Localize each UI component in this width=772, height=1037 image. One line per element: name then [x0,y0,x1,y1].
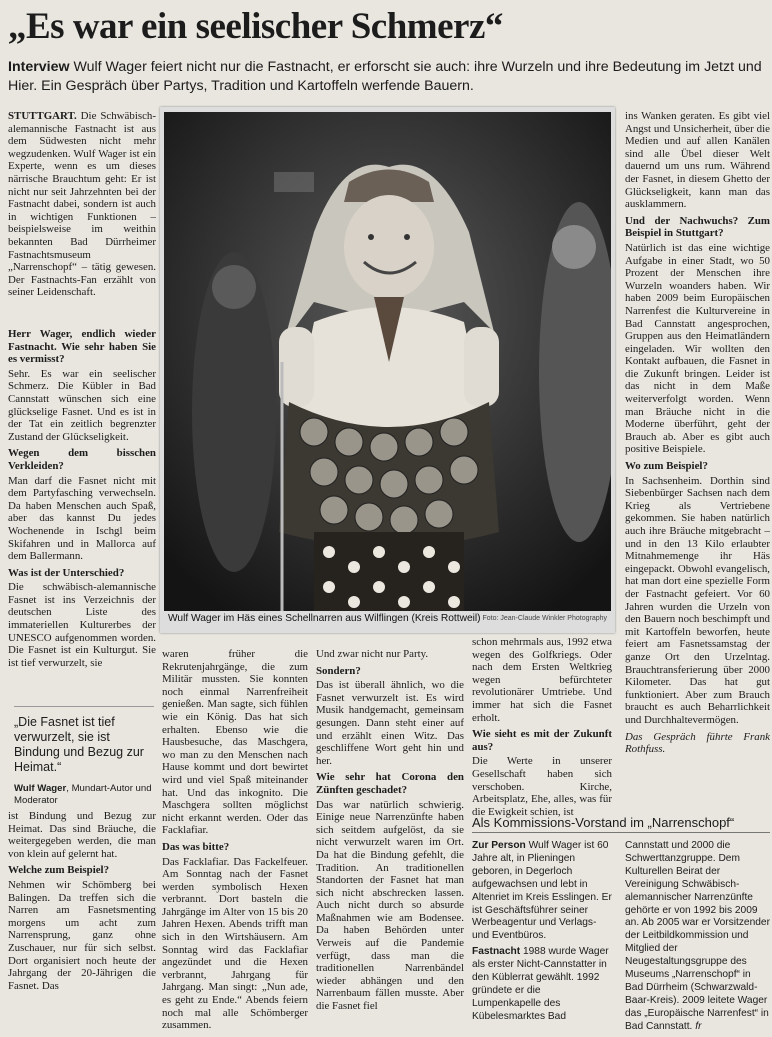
photo-caption: Wulf Wager im Häs eines Schellnarren aus Wilflingen (Kreis Rottweil) [168,613,481,624]
info-box-title: Als Kommissions-Vorstand im „Narrenschopf“ [472,815,770,833]
answer: Man darf die Fasnet nicht mit dem Partyfasching verwechseln. Da haben Menschen auch Spaß, aber das kannst Du jedes Wochenende in Ischgl beim Skifahren und in Mallorca auf dem Ballermann. [8,474,156,563]
pull-quote-role: , Mundart-Autor und Moderator [14,783,152,806]
pull-quote-text: „Die Fasnet ist tief verwurzelt, sie ist Bindung und Bezug zur Heimat.“ [14,715,144,774]
answer: Das ist überall ähnlich, wo die Fasnet verwurzelt ist. Es wird Musik handgemacht, gemeinsam gesungen. Dann steht einer auf und erzählt einen Witz. Das geschliffene Wort geht hin und her. [316,679,464,767]
answer: Die Werte in unserer Gesellschaft haben sich verschoben. Kirche, Arbeitsplatz, Ehe, alles, was für die Ewigkeit schien, ist [472,755,612,818]
intro [8,58,766,96]
info-box-text: Wulf Wager ist 60 Jahre alt, in Plieningen geboren, in Degerloch aufgewachsen und lebt in Altenriet im Kreis Esslingen. Er ist Geschäftsführer seiner Werbeagentur und Verlags- und Eventbüros. [472,840,612,942]
headline: „Es war ein seelischer Schmerz“ [8,6,503,47]
photo-fasnet-costume [164,112,611,611]
info-box-left [472,840,612,1027]
answer: ist Bindung und Bezug zur Heimat. Das sind Bräuche, die weitergegeben werden, die man von klein auf gelernt hat. [8,810,156,860]
question: Was ist der Unterschied? [8,566,125,579]
intro-label: Interview [8,59,70,75]
article-column-1-continued [8,810,156,994]
answer: Nehmen wir Schömberg bei Balingen. Da treffen sich die Narren am Fasnetsmenting morgens um acht zum Narrensprung, ganz ohne Zuschauer, nur für sich selbst. Dort organisiert noch heute der Jahrgang der 20-Jährigen die Fasnet. Das [8,878,156,992]
answer: Und zwar nicht nur Party. [316,648,429,660]
article-column-2 [162,648,308,1034]
photo-credit: Foto: Jean-Claude Winkler Photography [482,615,607,622]
question: Wie sehr hat Corona den Zünften geschadet? [316,771,464,796]
answer: In Sachsenheim. Dorthin sind Siebenbürger Sachsen nach dem Krieg als Vertriebene gekommen. Sie haben natürlich auch ihre Bräuche mitgebracht – und in den 13 Kilo erlaubter Mitnahmemenge ihr Häs eingepackt. Obwohl evangelisch, hat man dort eine spezielle Form der Fastnacht gefeiert. Vor 60 Jahren wurden die Urzeln von den Bauern noch beschimpft und mit Kartoffeln beworfen, heute feiert am Fasnetssamstag der ganze Ort den Urzelntag. Brauchtransferierung über 2000 Kilometer. Das hat gut funktioniert. Aber zum Brauch braucht es auch Beharrlichkeit und Durchhaltevermögen. [625,474,770,726]
info-box-signature: fr [692,1020,702,1032]
question: Wie sieht es mit der Zukunft aus? [472,728,612,753]
info-box-label: Fastnacht [472,946,521,958]
question: Sondern? [316,664,361,677]
intro-text: Wulf Wager feiert nicht nur die Fastnacht, er erforscht sie auch: ihre Wurzeln und ihre Bedeutung im Jetzt und Hier. Ein Gespräch über Partys, Tradition und Kartoffeln werfende Bauern. [8,59,762,94]
info-box-label: Zur Person [472,840,526,851]
answer: Sehr. Es war ein seelischer Schmerz. Die Kübler in Bad Cannstatt wünschen sich eine glückselige Fasnet. Und es ist in der Tat ein zeitlich begrenzter Zustand der Glückseligkeit. [8,367,156,443]
article-column-4-bottom [472,636,612,820]
question: Wo zum Beispiel? [625,460,708,473]
question: Welche zum Beispiel? [8,864,110,877]
interview-credit: Das Gespräch führte Frank Rothfuss. [625,730,770,756]
info-box-text: Cannstatt und 2000 die Schwerttanzgruppe. Dem Kulturellen Beirat der Vereinigung Schwäbisch-alemannischer Narrenzünfte gehörte er von 1992 bis 2009 an. Ab 2005 war er Vorsitzender der Leitbildkommission und Mitglied der Neugestaltungsgruppe des Museums „Narrenschopf“ in Bad Dürrheim (Schwarzwald-Baar-Kreis). 2009 leitete Wager das „Europäische Narrenfest“ in Bad Cannstatt. [625,840,770,1032]
info-box-right [625,840,770,1037]
article-column-1 [8,110,156,301]
pull-quote [14,706,154,807]
pull-quote-name: Wulf Wager [14,783,67,794]
answer: Das war natürlich schwierig. Einige neue Narrenzünfte haben sich seitdem aufgelöst, da sie nicht verwurzelt waren im Ort. Da hat die Bindung gefehlt, die Tradition. An traditionellen Standorten der Fasnet hat man sich nicht abschrecken lassen. Auch nicht durch so absurde Maßnahmen wie am Bodensee. Da haben Behörden unter Verweis auf die Pandemie verfügt, dass man die traditionellen Narrenbändel wieder abhängen und den Narrenbaum fällen musste. Aber die Fasnet fiel [316,798,464,1013]
answer: Natürlich ist das eine wichtige Aufgabe in einer Stadt, wo 50 Prozent der Menschen ihre Wurzeln woanders haben. Wir haben 2009 beim Europäischen Narrenfest die Kulturvereine in Bad Cannstatt angesprochen, Gruppen aus den Heimatländern eingeladen. Wir wollten den Kontakt aufbauen, die Fasnet in die Zukunft bringen. Leider ist das nicht in dem Maße weiterverfolgt worden. Wenn man Bräuche nicht in die Moderne überführt, geht der Brauch ab. Aber es gibt auch positive Beispiele. [625,241,770,456]
question: Herr Wager, endlich wieder Fastnacht. Wie sehr haben Sie es vermisst? [8,328,156,366]
question: Wegen dem bisschen Verkleiden? [8,447,156,472]
answer: schon mehrmals aus, 1992 etwa wegen des Golfkriegs. Oder nach dem Ersten Weltkrieg wegen befürchteter revolutionärer Umtriebe. Und immer hat sich die Fasnet erholt. [472,636,612,724]
info-box-text: 1988 wurde Wager als erster Nicht-Cannstatter in den Küblerrat gewählt. 1992 gründete er die Lumpenkapelle des Kübelesmarktes Bad [472,946,609,1022]
answer: Die schwäbisch-alemannische Fasnet ist ins Verzeichnis der deutschen Liste des immateriellen Kulturerbes der UNESCO aufgenommen worden. Die Fasnet ist ein Kulturgut. Sie ist tief verwurzelt, sie [8,581,156,669]
article-column-5 [625,110,770,758]
question: Das was bitte? [162,840,230,853]
answer: Das Facklafiar. Das Fackelfeuer. Am Sonntag nach der Fasnet werden symbolisch Hexen verbrannt. Dort basteln die Jahrgänge im Alter von 15 bis 20 Jahren Hexen. Abends trifft man sich in den Wirtshäusern. Am Sonntag wird das Facklafiar angezündet und die Hexen verbrannt, Jahrgang für Jahrgang. Man singt: „Nun ade, es geht zu Ende.“ Abends feiern noch mal alle Schömberger zusammen. [162,855,308,1032]
pull-quote-attribution [14,783,154,807]
photo-frame [160,107,615,633]
answer: ins Wanken geraten. Es gibt viel Angst und Unsicherheit, über die Medien und auf allen Kanälen sind alle Übel dieser Welt dauernd um uns rum. Während der Fasnet, in diesem Ghetto der Glückseligkeit, kann man das ausklammern. [625,110,770,211]
lead-text: Die Schwäbisch-alemannische Fastnacht ist aus dem Südwesten nicht mehr wegzudenken. Wulf Wager ist ein Experte, wenn es um dieses närrische Brauchtum geht: Er ist nicht nur seit Jahrzehnten bei der Fastnacht dabei, sondern ist auch in wichtigen Funktionen – beispielsweise im weithin bekannten Bad Dürrheimer Fastnachtsmuseum „Narrenschopf“ – tätig gewesen. Der Fastnachts-Fan erzählt von seiner Leidenschaft. [8,110,156,299]
article-column-1-qa [8,324,156,671]
dateline: STUTTGART. [8,110,77,122]
article-column-3 [316,648,464,1015]
question: Und der Nachwuchs? Zum Beispiel in Stuttgart? [625,214,770,240]
answer: waren früher die Rekrutenjahrgänge, die zum Militär mussten. Sie konnten noch einmal Narrenfreiheit genießen. Man sagte, sich fühlen wie ein König. Das hat sich erhalten. Ebenso wie die Hausbesuche, das Maschgera, wo man zu den Menschen nach Hause kommt und dort bewirtet wird und viel Spaß miteinander hat. Und das inkognito. Die Maschgera sollten möglichst nicht erkannt werden. Oder das Facklafiar. [162,648,308,837]
